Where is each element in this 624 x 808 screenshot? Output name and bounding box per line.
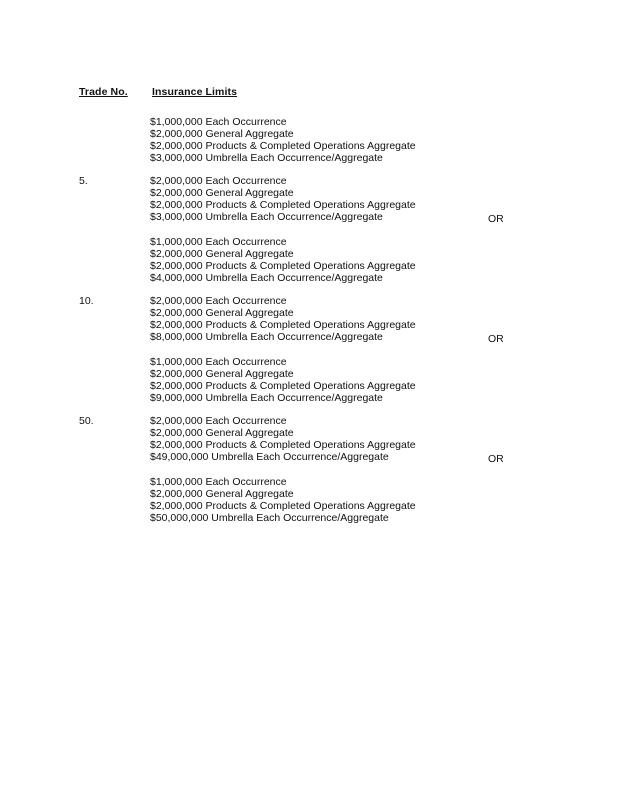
or-connector: OR [488,333,504,345]
limit-line: $49,000,000 Umbrella Each Occurrence/Aggregate [150,451,389,463]
limit-line: $1,000,000 Each Occurrence [150,476,287,488]
limit-line: $2,000,000 Products & Completed Operations Aggregate [150,199,416,211]
limit-line: $1,000,000 Each Occurrence [150,236,287,248]
limits-list [150,476,416,524]
insurance-limits-heading: Insurance Limits [152,86,238,98]
limit-line: $2,000,000 General Aggregate [150,307,294,319]
limits-list [150,356,416,404]
limit-line: $2,000,000 Products & Completed Operations Aggregate [150,439,416,451]
limit-line: $2,000,000 General Aggregate [150,128,294,140]
limits-list [150,415,416,463]
limit-line: $2,000,000 General Aggregate [150,248,294,260]
limit-line: $2,000,000 General Aggregate [150,427,294,439]
limits-list [150,175,416,223]
limit-line: $2,000,000 Products & Completed Operations Aggregate [150,319,416,331]
trade-number: 50. [79,415,94,427]
limit-line: $1,000,000 Each Occurrence [150,356,287,368]
limit-line: $4,000,000 Umbrella Each Occurrence/Aggregate [150,272,383,284]
or-connector: OR [488,453,504,465]
trade-no-heading: Trade No. [79,86,128,98]
trade-number: 5. [79,175,88,187]
limit-line: $1,000,000 Each Occurrence [150,116,287,128]
limit-line: $2,000,000 Products & Completed Operations Aggregate [150,380,416,392]
limit-line: $8,000,000 Umbrella Each Occurrence/Aggregate [150,331,383,343]
limit-line: $50,000,000 Umbrella Each Occurrence/Aggregate [150,512,389,524]
limit-line: $2,000,000 Each Occurrence [150,415,287,427]
limit-line: $2,000,000 Products & Completed Operations Aggregate [150,260,416,272]
limit-line: $3,000,000 Umbrella Each Occurrence/Aggregate [150,152,383,164]
limit-line: $2,000,000 Products & Completed Operations Aggregate [150,140,416,152]
limit-line: $2,000,000 General Aggregate [150,368,294,380]
limits-list [150,116,416,164]
limit-line: $2,000,000 General Aggregate [150,187,294,199]
limit-line: $2,000,000 Products & Completed Operations Aggregate [150,500,416,512]
trade-number: 10. [79,295,94,307]
limit-line: $2,000,000 Each Occurrence [150,175,287,187]
limits-list [150,295,416,343]
limits-list [150,236,416,284]
limit-line: $3,000,000 Umbrella Each Occurrence/Aggregate [150,211,383,223]
limit-line: $2,000,000 Each Occurrence [150,295,287,307]
limit-line: $9,000,000 Umbrella Each Occurrence/Aggregate [150,392,383,404]
or-connector: OR [488,213,504,225]
limit-line: $2,000,000 General Aggregate [150,488,294,500]
